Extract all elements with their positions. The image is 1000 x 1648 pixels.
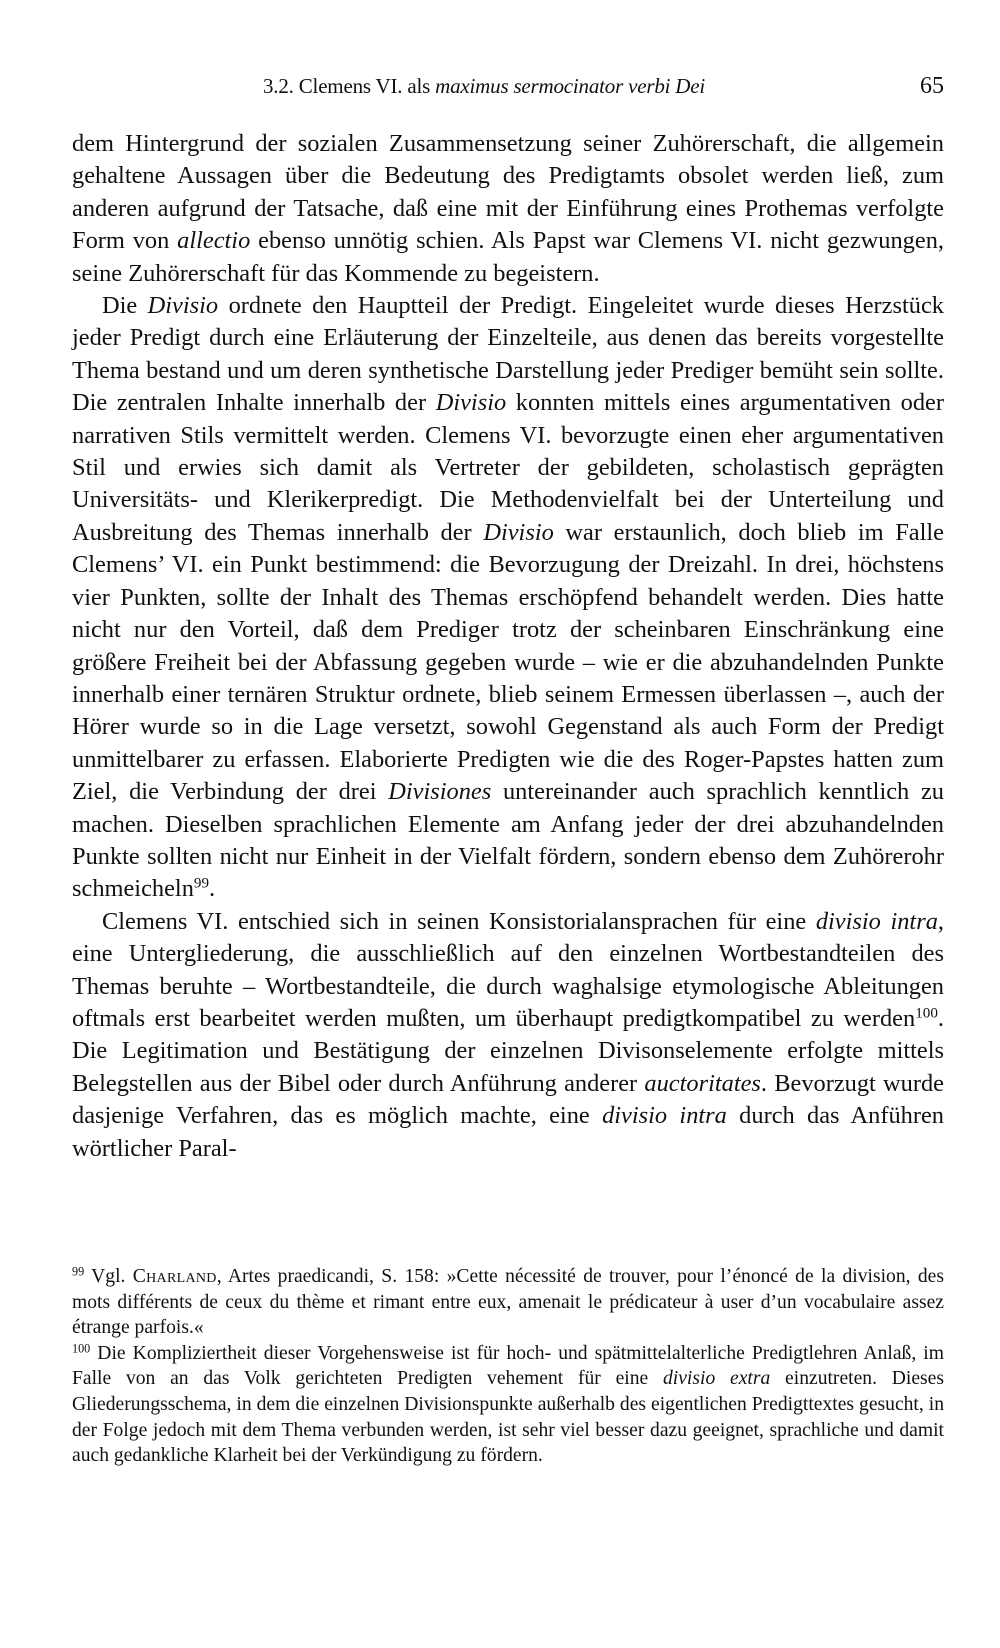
footnotes bbox=[72, 1264, 944, 1469]
italic-term: auctoritates bbox=[644, 1069, 761, 1097]
paragraph bbox=[72, 128, 944, 290]
italic-term: divisio extra bbox=[663, 1368, 771, 1390]
italic-term: Divisiones bbox=[388, 778, 492, 806]
footnote-ref: 99 bbox=[193, 876, 210, 893]
italic-term: divisio intra bbox=[602, 1102, 727, 1130]
text-run: Die bbox=[102, 292, 148, 320]
paragraph bbox=[72, 906, 944, 1165]
section-title-italic: maximus sermocinator verbi Dei bbox=[435, 74, 706, 98]
text-run: Die Kompliziertheit dieser Vorgehensweise ist für hoch- und spätmittelalterliche Predigtlehren Anlaß, im Falle von an das Volk gerichteten Predigten vehement für eine bbox=[72, 1342, 944, 1390]
text-run: konnten mittels eines argumentativen oder narrativen Stils vermittelt werden. Clemens VI. bevorzugte einen eher argumentativen Stil und erwies sich damit als Vertreter der gebildeten, scholastisch geprägten Universitäts- und Klerikerpredigt. Die Methodenvielfalt bei der Unterteilung und Ausbreitung des Themas innerhalb der bbox=[72, 389, 944, 546]
main-text bbox=[72, 128, 944, 1165]
italic-term: allectio bbox=[177, 227, 251, 255]
page-number: 65 bbox=[920, 73, 944, 99]
text-run: . bbox=[209, 875, 216, 903]
running-header bbox=[263, 66, 944, 106]
italic-term: Divisio bbox=[435, 389, 507, 417]
text-run: ordnete den Hauptteil der Predigt. Eingeleitet wurde dieses Herzstück jeder Predigt durch eine Erläuterung der Einzelteile, aus denen das bereits vorgestellte Thema bestand und um deren synthetische Darstellung jeder Prediger bemüht sein sollte. Die zentralen Inhalte innerhalb der bbox=[72, 292, 944, 417]
text-run: ebenso unnötig schien. Als Papst war Clemens VI. nicht gezwungen, seine Zuhörerschaft für das Kommende zu begeistern. bbox=[72, 227, 944, 287]
text-run: , eine Untergliederung, die ausschließlich auf den einzelnen Wortbestandteilen des Themas beruhte – Wortbestandteile, die durch waghalsige etymologische Ableitungen oftmals erst bearbeitet werden mußten, um überhaupt predigtkompatibel zu werden bbox=[72, 907, 944, 1032]
footnote bbox=[72, 1341, 944, 1469]
footnote bbox=[72, 1264, 944, 1341]
text-run: einzutreten. Dieses Gliederungsschema, in dem die einzelnen Divisionspunkte außerhalb des eigentlichen Predigttextes gesucht, in der Folge jedoch mit dem Thema verbunden werden, ist sehr viel besser dazu geeignet, sprachliche und damit auch gedankliche Klarheit bei der Verkündigung zu fördern. bbox=[72, 1368, 944, 1467]
footnote-number: 100 bbox=[72, 1341, 91, 1356]
text-run: . Bevorzugt wurde dasjenige Verfahren, das es möglich machte, eine bbox=[72, 1069, 944, 1130]
footnote-ref: 100 bbox=[915, 1005, 938, 1022]
text-run: durch das Anführen wörtlicher Paral- bbox=[72, 1102, 944, 1162]
italic-term: divisio intra bbox=[815, 907, 938, 935]
text-run: Clemens VI. entschied sich in seinen Konsistorialansprachen für eine bbox=[102, 907, 816, 935]
footnote-number: 99 bbox=[72, 1264, 85, 1279]
italic-term: Divisio bbox=[147, 292, 219, 320]
text-run: untereinander auch sprachlich kenntlich zu machen. Dieselben sprachlichen Elemente am Anfang jeder der drei abzuhandelnden Punkte sollten nicht nur Einheit in der Vielfalt fördern, sondern ebenso dem Zuhörerohr schmeicheln bbox=[72, 778, 945, 903]
text-run: dem Hintergrund der sozialen Zusammensetzung seiner Zuhörerschaft, die allgemein gehaltene Aussagen über die Bedeutung des Predigtamts obsolet werden ließ, zum anderen aufgrund der Tatsache, daß eine mit der Einführung eines Prothemas verfolgte Form von bbox=[72, 130, 944, 255]
italic-term: Divisio bbox=[483, 518, 554, 546]
text-run: war erstaunlich, doch blieb im Falle Clemens’ VI. ein Punkt bestimmend: die Bevorzugung der Dreizahl. In drei, höchstens vier Punkten, sollte der Inhalt des Themas erschöpfend behandelt werden. Dies hatte nicht nur den Vorteil, daß dem Prediger trotz der scheinbaren Einschränkung eine größere Freiheit bei der Abfassung gegeben wurde – wie er die abzuhandelnden Punkte innerhalb einer ternären Struktur ordnete, blieb seinem Ermessen überlassen –, auch der Hörer wurde so in die Lage versetzt, sowohl Gegenstand als auch Form der Predigt unmittelbarer zu erfassen. Elaborierte Predigten wie die des Roger-Papstes hatten zum Ziel, die Verbindung der drei bbox=[72, 518, 945, 806]
paragraph bbox=[72, 290, 944, 906]
text-run: , Artes praedicandi, S. 158: »Cette nécessité de trouver, pour l’énoncé de la division, des mots différents de ceux du thème et rimant entre eux, amenait le prédicateur à user d’un vocabulaire assez étrange parfois.« bbox=[72, 1266, 944, 1339]
running-title bbox=[263, 66, 705, 106]
text-run: Vgl. bbox=[84, 1266, 133, 1287]
author-name: Charland bbox=[132, 1266, 217, 1287]
section-title: 3.2. Clemens VI. als bbox=[263, 74, 436, 98]
text-run: . Die Legitimation und Bestätigung der einzelnen Divisonselemente erfolgte mittels Belegstellen aus der Bibel oder durch Anführung anderer bbox=[72, 1004, 944, 1097]
